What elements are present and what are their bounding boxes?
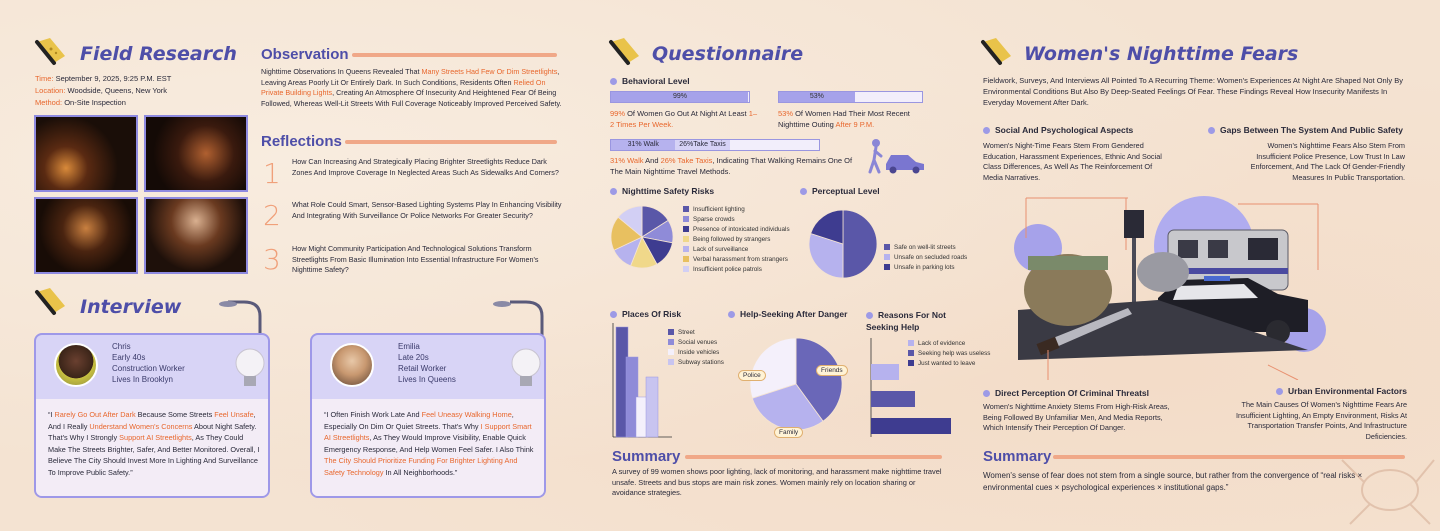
urban-factors-heading: Urban Environmental Factors: [1276, 386, 1407, 396]
social-aspects-text: Women's Night-Time Fears Stem From Gendered Education, Harassment Experiences, Ethnic And Social Class Differences, As Well As The Reinforcement Of Media Narratives.: [983, 141, 1162, 182]
legend-item: [884, 253, 967, 263]
legend-swatch: [884, 264, 890, 270]
help-label-friends: Friends: [816, 365, 848, 376]
legend-item: [683, 215, 790, 225]
legend-item: [884, 243, 967, 253]
urban-factors-text: The Main Causes Of Women's Nighttime Fears Are Insufficient Lighting, An Empty Environment, Risks At Transportation Transfer Points, And Infrastructure Deficiencies.: [1235, 400, 1407, 441]
legend-label: Being followed by strangers: [693, 236, 771, 243]
bar3-description: 31% Walk And 26% Take Taxis, Indicating That Walking Remains One Of The Main Nighttime Travel Methods.: [610, 156, 853, 176]
legend-label: Just wanted to leave: [918, 360, 976, 367]
legend-label: Sparse crowds: [693, 216, 735, 223]
legend-swatch: [668, 329, 674, 335]
reflections-underline: [345, 140, 557, 144]
legend-item: [683, 245, 790, 255]
quote-segment: “I Often Finish Work Late And: [324, 410, 422, 419]
walk-taxi-icon: [866, 138, 926, 176]
legend-item: [668, 358, 724, 368]
questionnaire-summary-title: Summary: [612, 448, 681, 465]
legend-item: [908, 359, 990, 369]
gaps-text: Women's Nighttime Fears Also Stem From Insufficient Police Presence, Low Trust In Law Enforcement, And The Lack Of Gender-Friendly Measures In Public Transportation.: [1250, 141, 1405, 182]
legend-label: Lack of evidence: [918, 340, 966, 347]
legend-swatch: [683, 246, 689, 252]
light-bulb-icon: [508, 345, 544, 395]
interviewee-job: Construction Worker: [112, 364, 185, 373]
legend-swatch: [683, 226, 689, 232]
legend-swatch: [683, 206, 689, 212]
progress-bar-99: 99%: [610, 91, 750, 103]
reasons-heading: Reasons For Not Seeking Help: [866, 310, 947, 332]
fears-title: Women's Nighttime Fears: [1024, 43, 1299, 65]
quote-segment: , As They Could Make The Streets Brighter, Safer, And Better Monitored. Overall, I Believe The City Should Invest More In Lighting And Surveillance To Improve Public Safety.”: [48, 433, 260, 477]
legend-swatch: [683, 266, 689, 272]
summary-underline: [685, 455, 942, 459]
legend-label: Insufficient police patrols: [693, 266, 762, 273]
avatar: [330, 343, 374, 387]
quote-segment: , Especially On Dim Or Quiet Streets. That's Why: [324, 410, 514, 431]
flashlight-logo-icon: [34, 36, 68, 66]
reflection-text-3: How Might Community Participation And Technological Solutions Transform Streetlights From Basic Illumination Into Essential Infrastructure For Women's Nighttime Safety?: [292, 244, 539, 274]
legend-swatch: [683, 236, 689, 242]
quote-segment: “I: [48, 410, 55, 419]
places-of-risk-bar-chart: [612, 323, 672, 441]
legend-label: Lack of surveillance: [693, 246, 749, 253]
method-label: Method:: [35, 98, 63, 107]
reflections-title: Reflections: [261, 133, 342, 150]
fears-summary-text: Women's sense of fear does not stem from a single source, but rather from the convergence of “real risks × environmental cues × psychological experiences × institutional gaps.”: [983, 471, 1363, 492]
quote-segment: About Night Safety. That's Why I Strongly: [48, 421, 257, 442]
perceptual-level-heading: Perceptual Level: [800, 186, 880, 196]
quote-highlight: I Support Smart AI Streetlights: [324, 421, 532, 442]
observation-text: Nighttime Observations In Queens Revealed That Many Streets Had Few Or Dim Streetlights, Leaving Areas Poorly Lit Or Entirely Dark. In Such Conditions, Residents Often Relied On Private Building Lights, Creating An Atmosphere Of Insecurity And Heightened Fear Of Being Followed, Whereas Well-Lit Streets With Full Coverage Noticeably Improved Perceived Safety.: [261, 67, 562, 108]
bar: [871, 391, 915, 407]
legend-swatch: [668, 359, 674, 365]
quote-segment: , And I Really: [48, 410, 256, 431]
legend-item: [668, 348, 724, 358]
quote-segment: In All Neighborhoods.”: [383, 467, 458, 477]
interviewee-home: Lives In Queens: [398, 375, 456, 384]
quote-highlight: Feel Uneasy Walking Home: [421, 410, 512, 419]
legend-item: [683, 205, 790, 215]
quote-highlight: Feel Unsafe: [214, 410, 254, 419]
help-label-family: Family: [774, 427, 803, 438]
reflection-number-1: 1: [263, 157, 281, 190]
legend-label: Inside vehicles: [678, 349, 720, 356]
interviewee-home: Lives In Brooklyn: [112, 375, 173, 384]
interview-card-emilia: [310, 333, 546, 498]
legend-swatch: [683, 216, 689, 222]
interviewee-name: Chris: [112, 342, 131, 351]
perceptual-level-legend: [884, 243, 967, 273]
taxi-label: 26%Take Taxis: [679, 141, 726, 148]
interview-card-chris: [34, 333, 270, 498]
night-street-photo-3: [34, 197, 138, 274]
legend-label: Insufficient lighting: [693, 206, 745, 213]
walk-label: 31% Walk: [627, 141, 659, 148]
reflection-number-3: 3: [263, 243, 281, 276]
legend-item: [683, 235, 790, 245]
interviewee-age: Early 40s: [112, 353, 146, 362]
avatar: [54, 343, 98, 387]
flashlight-logo-icon: [34, 286, 68, 316]
legend-label: Street: [678, 329, 695, 336]
interview-title: Interview: [80, 296, 182, 318]
legend-label: Unsafe on secluded roads: [894, 254, 968, 261]
observation-title: Observation: [261, 46, 349, 63]
interview-quote-emilia: [324, 409, 536, 478]
legend-item: [908, 339, 990, 349]
light-bulb-icon: [232, 345, 268, 395]
places-of-risk-heading: Places Of Risk: [610, 309, 681, 319]
location-value: Woodside, Queens, New York: [67, 86, 168, 95]
legend-swatch: [884, 254, 890, 260]
legend-label: Subway stations: [678, 359, 724, 366]
night-street-photo-4: [144, 197, 248, 274]
time-label: Time:: [35, 74, 54, 83]
quote-highlight: Understand Women's Concerns: [89, 421, 193, 431]
progress-bar-53: 53%: [778, 91, 923, 103]
legend-swatch: [908, 360, 914, 366]
field-research-meta: [35, 73, 171, 109]
legend-swatch: [884, 244, 890, 250]
direct-perception-heading: Direct Perception Of Criminal Threatsl: [983, 388, 1149, 398]
method-value: On-Site Inspection: [64, 98, 126, 107]
direct-perception-text: Women's Nighttime Anxiety Stems From High-Risk Areas, Being Followed By Unfamiliar Men, And Media Reports, Which Intensify Their Perception Of Danger.: [983, 402, 1170, 432]
gaps-heading: Gaps Between The System And Public Safety: [1208, 125, 1403, 135]
reflection-number-2: 2: [263, 199, 281, 232]
help-label-police: Police: [738, 370, 766, 381]
progress-bar-walk-taxi: [610, 139, 820, 151]
legend-swatch: [908, 350, 914, 356]
fears-summary-title: Summary: [983, 448, 1052, 465]
bar: [871, 364, 899, 380]
fears-intro: Fieldwork, Surveys, And Interviews All Pointed To A Recurring Theme: Women's Experiences At Night Are Shaped Not Only By Environmental Conditions But Also By Deep-Seated Feelings Of Fear. These Findings Reveal How Insecurity Manifests In Everyday Movement After Dark.: [983, 76, 1403, 107]
interviewee-name: Emilia: [398, 342, 420, 351]
bar2-description: 53% Of Women Had Their Most Recent Nighttime Outing After 9 P.M.: [778, 109, 910, 129]
legend-label: Social venues: [678, 339, 718, 346]
legend-item: [668, 338, 724, 348]
legend-label: Seeking help was useless: [918, 350, 991, 357]
places-of-risk-legend: [668, 328, 724, 368]
reflection-text-2: What Role Could Smart, Sensor-Based Lighting Systems Play In Enhancing Visibility And Integrating With Surveillance Or Police Networks For Greater Security?: [292, 200, 562, 220]
legend-swatch: [683, 256, 689, 262]
legend-item: [683, 255, 790, 265]
help-seeking-pie-chart: [748, 336, 844, 432]
night-street-photo-1: [34, 115, 138, 192]
legend-label: Unsafe in parking lots: [894, 264, 955, 271]
quote-segment: Because Some Streets: [135, 410, 215, 419]
bar: [871, 418, 951, 434]
legend-swatch: [908, 340, 914, 346]
social-aspects-heading: Social And Psychological Aspects: [983, 125, 1133, 135]
legend-item: [884, 263, 967, 273]
bar1-description: 99% Of Women Go Out At Night At Least 1–2 Times Per Week.: [610, 109, 758, 129]
time-value: September 9, 2025, 9:25 P.M. EST: [55, 74, 172, 83]
quote-highlight: Support AI Streetlights: [119, 433, 192, 442]
location-label: Location:: [35, 86, 66, 95]
interviewee-age: Late 20s: [398, 353, 429, 362]
legend-swatch: [668, 349, 674, 355]
perceptual-slice: [843, 210, 877, 278]
nighttime-risks-pie-chart: [609, 204, 675, 270]
quote-highlight: Rarely Go Out After Dark: [54, 410, 136, 419]
legend-item: [683, 265, 790, 275]
crab-watermark-icon: [1330, 420, 1440, 531]
questionnaire-title: Questionnaire: [652, 43, 804, 65]
flashlight-logo-icon: [980, 36, 1014, 66]
nighttime-risks-legend: [683, 205, 790, 275]
nighttime-safety-risks-heading: Nighttime Safety Risks: [610, 186, 714, 196]
legend-label: Presence of intoxicated individuals: [693, 226, 790, 233]
bar: [646, 377, 658, 437]
reflection-text-1: How Can Increasing And Strategically Placing Brighter Streetlights Reduce Dark Zones And Improve Coverage In Neglected Areas Such As Sidewalks And Corners?: [292, 157, 559, 177]
behavioral-level-heading: Behavioral Level: [610, 76, 690, 86]
fear-collage-illustration: [1008, 190, 1338, 380]
legend-item: [683, 225, 790, 235]
perceptual-level-pie-chart: [807, 208, 879, 280]
interviewee-job: Retail Worker: [398, 364, 447, 373]
legend-item: [668, 328, 724, 338]
quote-highlight: The City Should Prioritize Funding For Brighter Lighting And Safety Technology: [324, 456, 518, 477]
interview-quote-chris: [48, 409, 260, 478]
legend-swatch: [668, 339, 674, 345]
field-research-title: Field Research: [80, 43, 237, 65]
questionnaire-summary-text: A survey of 99 women shows poor lighting, lack of monitoring, and harassment make nighttime travel unsafe. Streets and bus stops are main risk zones. Women mainly rely on location sharing or avoidance strategies.: [612, 467, 942, 497]
help-seeking-heading: Help-Seeking After Danger: [728, 309, 847, 319]
legend-label: Verbal harassment from strangers: [693, 256, 788, 263]
legend-item: [908, 349, 990, 359]
observation-underline: [352, 53, 557, 57]
reasons-legend: [908, 339, 990, 369]
legend-label: Safe on well-lit streets: [894, 244, 956, 251]
quote-segment: , As They Would Improve Visibility, Enable Quick Emergency Response, And Help Women Feel Safer. I Also Think: [324, 433, 534, 454]
flashlight-logo-icon: [608, 36, 642, 66]
night-street-photo-2: [144, 115, 248, 192]
